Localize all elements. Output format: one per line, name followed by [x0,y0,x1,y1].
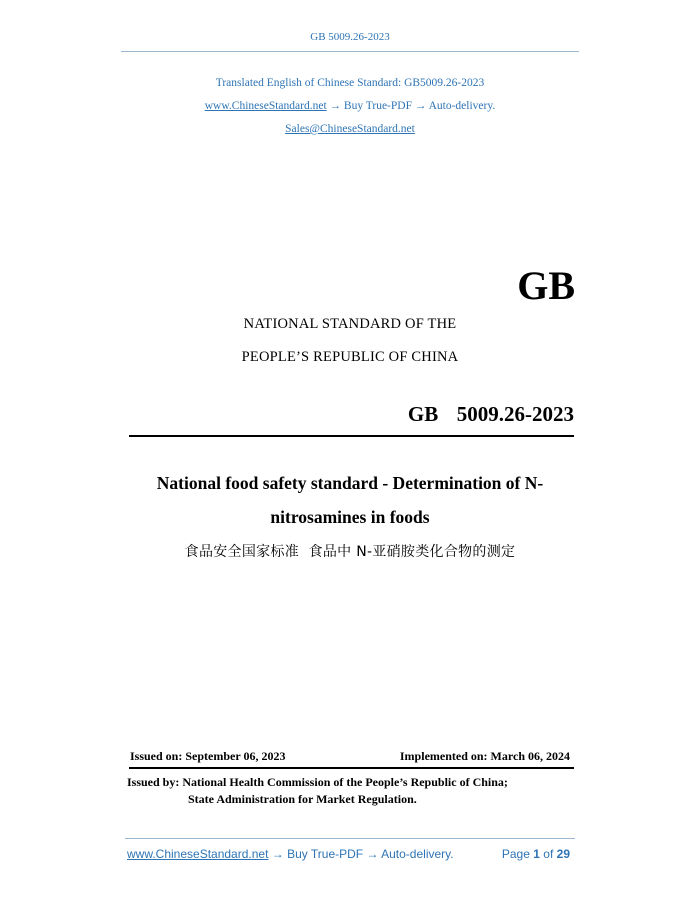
email-line [0,123,700,135]
page-of: of [543,847,554,861]
footer-divider [125,838,575,839]
site-tail: → Buy True-PDF → Auto-delivery. [329,100,496,112]
standard-number-rule [129,435,574,437]
title-chinese: 食品安全国家标准 食品中 N-亚硝胺类化合物的测定 [184,544,516,560]
implemented-on: Implemented on: March 06, 2024 [399,749,570,763]
issued-by-line2: State Administration for Market Regulation. [188,792,417,806]
running-header: GB 5009.26-2023 [310,31,390,43]
page-current: 1 [533,847,540,861]
page-total: 29 [556,847,570,861]
issued-on: Issued on: September 06, 2023 [130,749,286,763]
footer-site-line [127,847,454,861]
header-divider [121,51,579,52]
footer-site-tail: → Buy True-PDF → Auto-delivery. [271,847,454,861]
page-label: Page [501,847,530,861]
email-link[interactable]: Sales@ChineseStandard.net [285,123,415,135]
title-line2: nitrosamines in foods [270,507,430,527]
national-standard-line1: NATIONAL STANDARD OF THE [243,316,457,332]
site-line [0,100,700,112]
title-line1: National food safety standard - Determination of N- [156,473,544,493]
issued-by-line1: Issued by: National Health Commission of the People’s Republic of China; [127,775,508,789]
footer-site-link[interactable]: www.ChineseStandard.net [127,847,269,861]
site-link[interactable]: www.ChineseStandard.net [204,100,327,112]
translation-notice: Translated English of Chinese Standard: GB5009.26-2023 [215,77,485,89]
issue-dates-rule [129,767,574,769]
page-indicator [502,847,570,861]
standard-number: GB 5009.26-2023 [407,402,574,426]
national-standard-line2: PEOPLE’S REPUBLIC OF CHINA [241,349,459,365]
gb-logo: GB [517,263,575,308]
